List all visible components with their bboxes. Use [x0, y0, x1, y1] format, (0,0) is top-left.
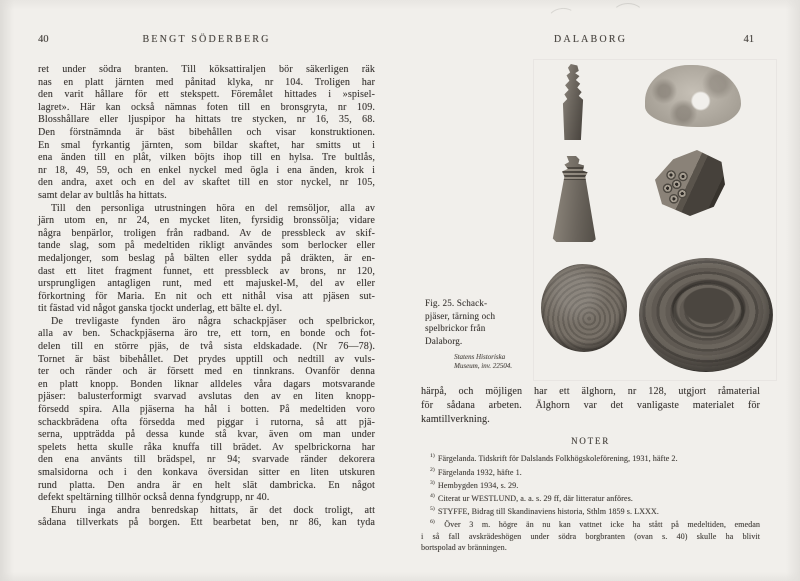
- game-disc-photo: [541, 264, 627, 352]
- figure-caption: [425, 297, 531, 347]
- chess-pawn-photo: [555, 64, 591, 140]
- text-line: De trevligaste fynden äro några schackpjäser och spelbrickor,: [51, 315, 375, 327]
- footnote-line: $^{5)}$ STYFFE, Bidrag till Skandinaviens historia, Sthlm 1859 s. LXXX.: [430, 506, 659, 517]
- text-line: Till den personliga utrustningen höra en del remsöljor, alla av: [51, 202, 375, 214]
- text-line: järn utom en, nr 24, en mycket liten, fyrsidig bronssölja; vidare: [38, 215, 375, 227]
- text-line: defekt speltärning tillhör också denna fyndgrupp, nr 40.: [38, 492, 270, 504]
- text-line: sådana tillverkats på borgen. Ett bearbetat ben, nr 86, kan tyda: [38, 517, 375, 529]
- text-line: samt delar av bultlås ha hittats.: [38, 189, 167, 201]
- footnote-marker: 5): [430, 506, 435, 513]
- page-right: [421, 34, 760, 553]
- text-line: förkortning för Maria. En nit och ett nithål visa att pjäsen sut-: [38, 290, 375, 302]
- text-line: dast ett litet fragment funnet, ett pressbleck av brons, nr 120,: [38, 265, 375, 277]
- text-line: rund platta. Den andra är en helt slät dambricka. En något: [38, 479, 375, 491]
- scan-artifact: [612, 3, 644, 27]
- footnote-line: $^{1)}$ Färgelanda. Tidskrift för Dalslands Folkhögskoleförening, 1931, häfte 2.: [430, 453, 678, 464]
- text-line: härpå, och möjligen har ett älghorn, nr 128, utgjort råmaterial: [421, 386, 760, 397]
- footnote-line: $^{2)}$ Färgelanda 1932, häfte 1.: [430, 466, 522, 477]
- text-line: alla av ben. Schackpjäserna äro tre, ett torn, en bonde och fot-: [38, 328, 375, 340]
- text-line: några benpärlor, troligen från radband. Av de pressbleck av skif-: [38, 227, 375, 239]
- die-photo: [655, 150, 725, 216]
- text-line: ena änden till en plåt, vilken böjts ihop till en hylsa. Tre bultlås,: [38, 152, 375, 164]
- text-line: tande slag, som på medeltiden rikligt användes som berlocker eller: [38, 240, 375, 252]
- footnote-line: $^{4)}$ Citerat ur WESTLUND, a. a. s. 29 ff, där litteratur anföres.: [430, 493, 633, 503]
- right-page-number: 41: [743, 34, 754, 45]
- figure-credit: [454, 353, 554, 371]
- text-line: schackbrädena ofta försedda med piggar i rutorna, så att pjä-: [38, 416, 375, 428]
- footnote-marker: 3): [430, 479, 435, 486]
- right-running-head: [421, 34, 760, 47]
- text-line: den ena använts till brädspel, nr 94; svarvade ränder dekorera: [38, 454, 375, 466]
- notes-heading: NOTER: [571, 436, 610, 447]
- footnote-line: $^{3)}$ Hembygden 1934, s. 29.: [430, 479, 519, 490]
- text-line: Blosshållare eller ljuspipor ha hittats tre stycken, nr 16, 35, 68.: [38, 114, 375, 126]
- caption-line: Dalaborg.: [425, 335, 463, 346]
- text-line: tit fästad vid något ganska tjockt underlag, ett bälte el. dyl.: [38, 303, 283, 315]
- text-line: en platt knopp. Bonden liknar alldeles våra dagars motsvarande: [38, 378, 375, 390]
- footnote-marker: 4): [430, 493, 435, 499]
- text-line: Tornet är bäst bibehållet. Det prydes upptill och nedtill av vuls-: [38, 353, 375, 365]
- text-line: försedd spira. Alla pjäserna ha hål i botten. På medeltiden voro: [38, 404, 375, 416]
- text-line: lagret». Här kan också nämnas foten till en bronsgryta, nr 109.: [38, 101, 375, 113]
- scan-artifact: [547, 6, 578, 30]
- figure-25: [421, 57, 760, 381]
- footnotes: [421, 451, 760, 553]
- page-left: [38, 34, 375, 530]
- figure-plate: [533, 59, 777, 381]
- footnote-marker: 1): [430, 453, 435, 460]
- turned-disc-photo: [639, 258, 773, 372]
- text-line: pjäser: balusterformigt svarvad avslutas den av en liten knopp-: [38, 391, 375, 403]
- text-line: En smal fyrkantig järnten, som bildar skaftet, har smitts ut i: [38, 139, 375, 151]
- left-page-body: [38, 64, 375, 530]
- antler-fragment-photo: [645, 65, 741, 127]
- footnote-marker: 2): [430, 466, 435, 473]
- text-line: smalsidorna och i den konkava översidan sitter en liten utskuren: [38, 467, 375, 478]
- footnote-line: i så fall avskrädeshögen under södra borgbranten (ovan s. 40) skulle ha blivit: [421, 531, 760, 541]
- text-line: ter och ränder och är försett med en tinnkrans. Ovanför denna: [38, 366, 375, 378]
- left-page-number: 40: [38, 34, 49, 45]
- chess-rook-photo: [547, 156, 605, 242]
- caption-line: spelbrickor från: [425, 323, 486, 334]
- text-line: för sådana arbeten. Älghorn var det vanligaste materialet för: [421, 399, 760, 411]
- text-line: ursprungligen antagligen runt, med ett majuskel-M, del av eller: [38, 278, 375, 290]
- text-line: nas en platt järnten med pånitad klyka, nr 104. Troligen har: [38, 76, 375, 88]
- text-line: kamtillverkning.: [421, 413, 490, 425]
- credit-line: Museum, inv. 22504.: [454, 362, 512, 370]
- text-line: Den förstnämnda är bäst bibehållen och visar konstruktionen.: [38, 126, 375, 138]
- caption-line: pjäser, tärning och: [425, 310, 496, 321]
- text-line: den andra, axet och en del av skaftet till en stor nyckel, nr 105,: [38, 177, 375, 189]
- text-line: serna, uppträdda på dessa kunde stå kvar, även om man under: [38, 429, 375, 441]
- left-running-head: [38, 34, 375, 47]
- caption-line: Fig. 25. Schack-: [425, 298, 488, 308]
- text-line: den varit hållare för ett stekspett. Föremålet hittades i »spisel-: [38, 89, 375, 101]
- text-line: ret under södra branten. Till köksattiraljen bör säkerligen räk: [38, 64, 375, 75]
- text-line: nr 18, 49, 59, och en enkel nyckel med ögla i ena änden, krok i: [38, 164, 375, 176]
- text-line: delen till en större pjäs, de två sista eldskadade. (Nr 76—78).: [38, 341, 375, 353]
- right-header-title: DALABORG: [553, 34, 628, 45]
- text-line: Ehuru inga andra benredskap hittats, är det dock troligt, att: [51, 504, 375, 516]
- footnote-line: bortspolad av bränningen.: [421, 542, 507, 552]
- credit-line: Statens Historiska: [454, 353, 506, 361]
- text-line: medaljonger, som beslag på bälten eller sydda på dräkten, är en-: [38, 252, 375, 264]
- footnote-marker: 6): [430, 519, 435, 526]
- notes-section: [421, 436, 760, 553]
- left-header-title: BENGT SÖDERBERG: [142, 34, 271, 45]
- right-page-paragraph: [421, 385, 760, 426]
- footnote-line: $^{6)}$ Över 3 m. högre än nu kan vattnet icke ha stått på medeltiden, emedan: [430, 519, 760, 530]
- text-line: spelets hetta skulle råka knuffa till brädet. Av spelbrickorna har: [38, 441, 375, 453]
